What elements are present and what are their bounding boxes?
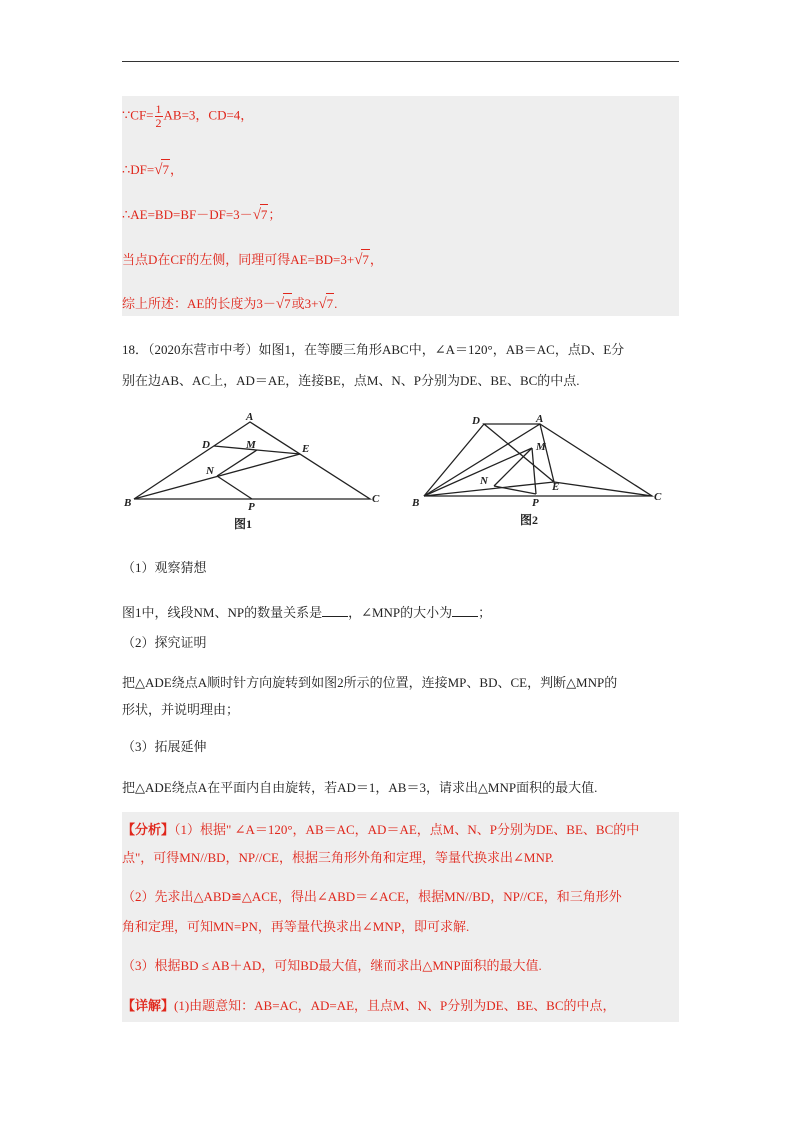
fig1-label-a: A <box>246 411 254 423</box>
answer-blank-2[interactable] <box>452 604 478 617</box>
fig1-label-b: B <box>124 497 132 509</box>
solution-line-2: ∴DF=√7， <box>122 159 183 180</box>
fig1-label-m: M <box>246 439 256 451</box>
fig1-label-c: C <box>372 493 380 505</box>
solution-line-3: ∴AE=BD=BF－DF=3－√7； <box>122 204 281 225</box>
fig2-caption: 图2 <box>520 513 539 527</box>
fig2-label-b: B <box>412 497 420 509</box>
figure-1 <box>134 422 370 499</box>
detail-line-1: 【详解】(1)由题意知：AB=AC，AD=AE，且点M、N、P分别为DE、BE、BC的中点， <box>122 998 616 1013</box>
solution-line-4: 当点D在CF的左侧，同理可得AE=BD=3+√7， <box>122 249 383 270</box>
fig1-label-e: E <box>302 443 310 455</box>
part2-title: （2）探究证明 <box>122 635 207 650</box>
header-rule <box>122 61 679 62</box>
problem-line-2: 别在边AB、AC上，AD＝AE，连接BE，点M、N、P分别为DE、BE、BC的中点. <box>122 373 580 388</box>
analysis-line-4: 角和定理，可知MN=PN，再等量代换求出∠MNP，即可求解. <box>122 919 470 934</box>
fig2-label-p: P <box>532 497 539 509</box>
analysis-tag: 【分析】 <box>122 822 175 837</box>
analysis-line-3: （2）先求出△ABD≌△ACE，得出∠ABD＝∠ACE，根据MN//BD，NP//CE，和三角形外 <box>122 889 622 904</box>
fig1-caption: 图1 <box>234 517 253 531</box>
fig2-label-m: M <box>536 441 546 453</box>
part3-title: （3）拓展延伸 <box>122 739 207 754</box>
fig1-label-n: N <box>206 465 214 477</box>
analysis-line-5: （3）根据BD ≤ AB＋AD，可知BD最大值，继而求出△MNP面积的最大值. <box>122 958 542 973</box>
fig1-label-d: D <box>202 439 210 451</box>
part2-text-2: 形状，并说明理由； <box>122 702 240 717</box>
part2-text: 把△ADE绕点A顺时针方向旋转到如图2所示的位置，连接MP、BD、CE，判断△MNP的 <box>122 675 618 690</box>
fig1-label-p: P <box>248 501 255 513</box>
detail-tag: 【详解】 <box>122 998 175 1013</box>
fig2-label-d: D <box>472 415 480 427</box>
solution-line-5: 综上所述：AE的长度为3－√7或3+√7. <box>122 293 337 314</box>
fig2-label-c: C <box>654 491 662 503</box>
part1-title: （1）观察猜想 <box>122 560 207 575</box>
geometry-figures <box>122 410 679 535</box>
problem-line-1: 18．（2020东营市中考）如图1，在等腰三角形ABC中，∠A＝120°，AB＝AC，点D、E分 <box>122 342 625 357</box>
analysis-line-1: 【分析】（1）根据" ∠A＝120°，AB＝AC，AD＝AE，点M、N、P分别为DE、BE、BC的中 <box>122 822 640 837</box>
fig2-label-e: E <box>552 481 560 493</box>
fig2-label-a: A <box>536 413 544 425</box>
answer-blank-1[interactable] <box>322 604 348 617</box>
solution-line-1: ∵CF= $\frac{1}{2}$ AB=3，CD=4， <box>122 102 254 130</box>
fig2-label-n: N <box>480 475 488 487</box>
part3-text: 把△ADE绕点A在平面内自由旋转，若AD＝1，AB＝3，请求出△MNP面积的最大值. <box>122 780 598 795</box>
part1-question: 图1中，线段NM、NP的数量关系是 ，∠MNP的大小为 ； <box>122 605 492 620</box>
figure-2 <box>424 424 652 496</box>
analysis-line-2: 点"，可得MN//BD，NP//CE，根据三角形外角和定理，等量代换求出∠MNP. <box>122 850 554 865</box>
